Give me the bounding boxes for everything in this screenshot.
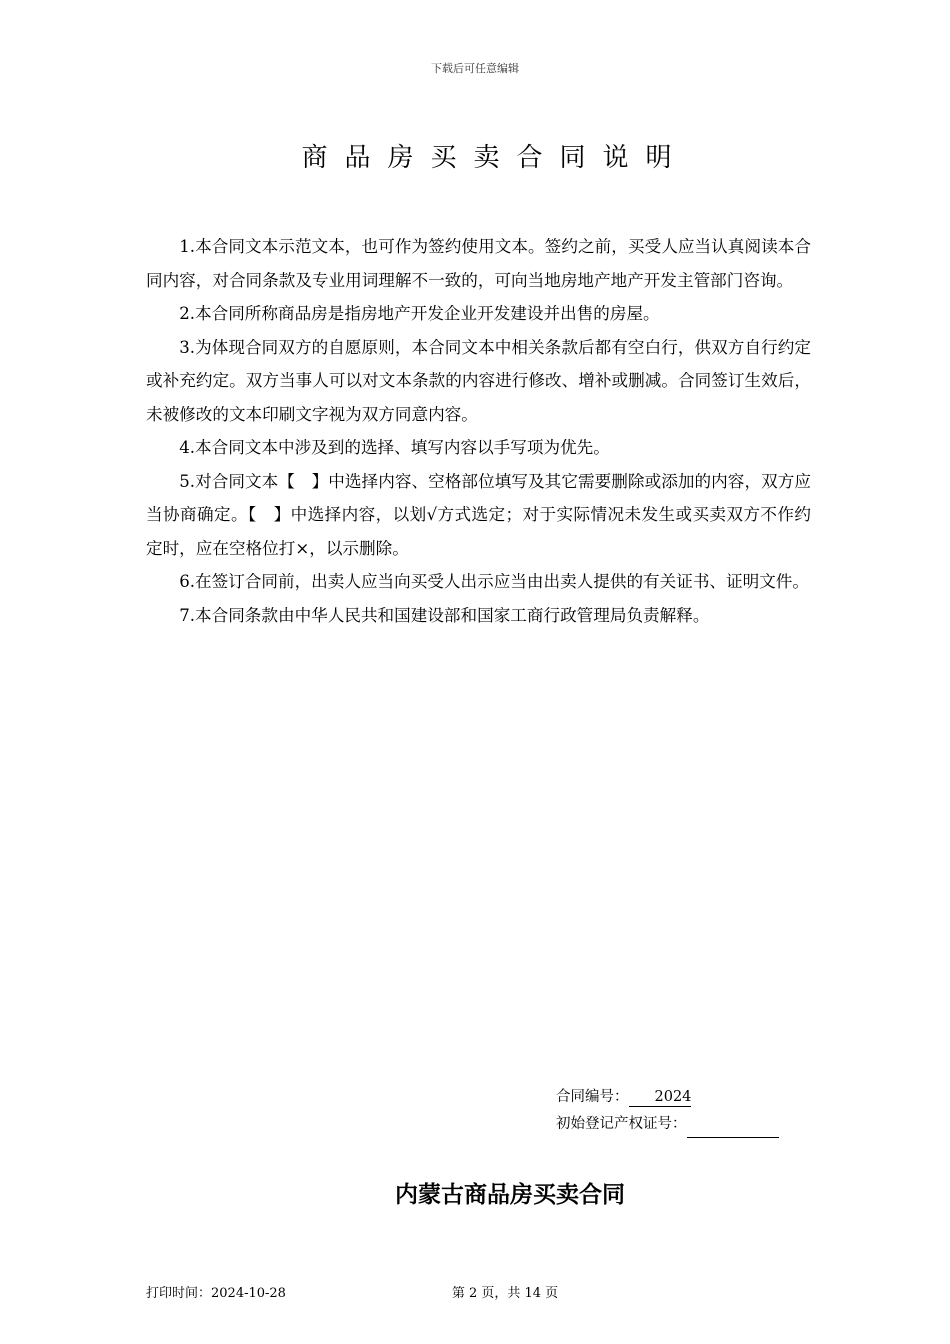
paragraph-3: 3.为体现合同双方的自愿原则，本合同文本中相关条款后都有空白行，供双方自行约定或补充约定。双方当事人可以对文本条款的内容进行修改、增补或删减。合同签订生效后，未被修改的文本印刷文字视为双方同意内容。 (146, 337, 811, 424)
contract-meta (556, 1084, 779, 1138)
header-note: 下载后可任意编辑 (431, 62, 519, 75)
footer-print-time: 打印时间：2024-10-28 (146, 1286, 286, 1301)
cert-number-row (556, 1111, 779, 1138)
footer-page-info: 第 2 页，共 14 页 (451, 1286, 559, 1301)
cert-number-label: 初始登记产权证号： (556, 1116, 687, 1132)
contract-title: 内蒙古商品房买卖合同 (395, 1181, 625, 1208)
paragraph-7: 7.本合同条款由中华人民共和国建设部和国家工商行政管理局负责解释。 (179, 605, 710, 625)
paragraph-1: 1.本合同文本示范文本，也可作为签约使用文本。签约之前，买受人应当认真阅读本合同内容，对合同条款及专业用词理解不一致的，可向当地房地产地产开发主管部门咨询。 (146, 237, 811, 290)
contract-number-row (556, 1084, 779, 1111)
paragraph-6: 6.在签订合同前，出卖人应当向买受人出示应当由出卖人提供的有关证书、证明文件。 (179, 572, 809, 591)
document-title: 商品房买卖合同说明 (301, 143, 689, 173)
paragraph-2: 2.本合同所称商品房是指房地产开发企业开发建设并出售的房屋。 (179, 304, 660, 323)
cert-number-blank (687, 1119, 779, 1138)
paragraph-4: 4.本合同文本中涉及到的选择、填写内容以手写项为优先。 (179, 438, 610, 457)
document-body (146, 230, 811, 632)
contract-number-value: 2024 (629, 1088, 692, 1107)
paragraph-5: 5.对合同文本【 】中选择内容、空格部位填写及其它需要删除或添加的内容，双方应当协商确定。【 】中选择内容，以划√方式选定；对于实际情况未发生或买卖双方不作约定时，应在空格位打×，以示删除。 (146, 471, 811, 558)
contract-number-label: 合同编号： (556, 1089, 629, 1105)
